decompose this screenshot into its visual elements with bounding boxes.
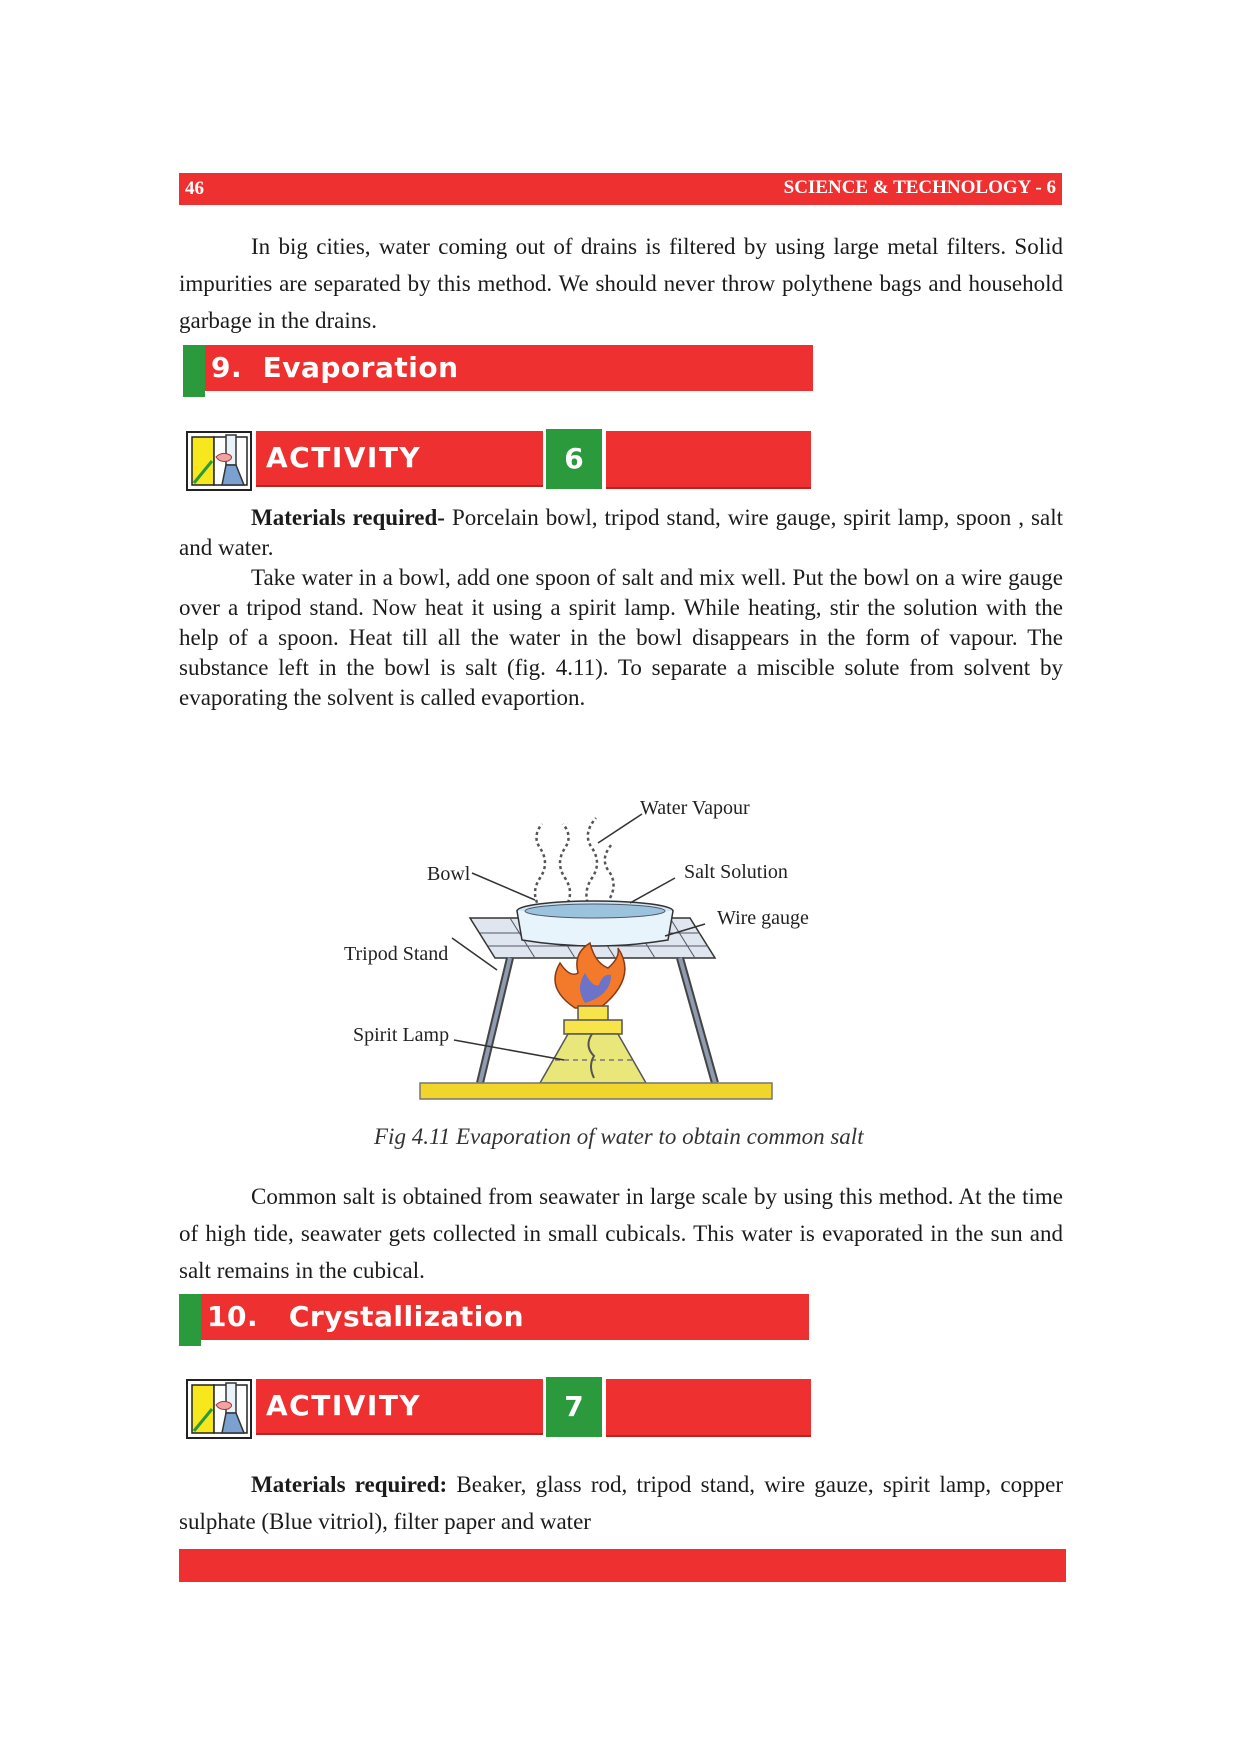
label-spirit-lamp: Spirit Lamp: [353, 1024, 450, 1046]
salt-paragraph-text: Common salt is obtained from seawater in large scale by using this method. At the time of high tide, seawater gets collected in small cubicals. This water is evaporated in the sun and salt remains in the cubical.: [179, 1184, 1063, 1283]
label-water-vapour: Water Vapour: [640, 797, 750, 819]
materials-paragraph-6: [179, 503, 1063, 563]
page-header-bar: [179, 173, 1062, 205]
page-number: 46: [185, 178, 204, 199]
section-heading-evaporation: [183, 345, 813, 391]
activity-number: 6: [546, 429, 602, 489]
section-accent: [179, 1294, 201, 1346]
activity-bar-tail: [606, 431, 811, 489]
activity-label: ACTIVITY: [256, 1379, 543, 1435]
label-tripod-stand: Tripod Stand: [344, 943, 449, 965]
section-title: 9. Evaporation: [211, 351, 459, 384]
lab-flask-icon: [186, 1379, 252, 1439]
lab-flask-icon: [186, 431, 252, 491]
figure-caption: Fig 4.11 Evaporation of water to obtain common salt: [374, 1124, 864, 1149]
salt-paragraph: [179, 1178, 1063, 1289]
intro-paragraph: [179, 228, 1063, 339]
activity-number: 7: [546, 1377, 602, 1437]
materials-text: Beaker, glass rod, tripod stand, wire gauze, spirit lamp, copper sulphate (Blue vitriol), filter paper and water: [179, 1472, 1063, 1534]
intro-paragraph-text: In big cities, water coming out of drains is filtered by using large metal filters. Solid impurities are separated by this method. We should never throw polythene bags and household garbage in the drains.: [179, 234, 1063, 333]
section-accent: [183, 345, 205, 397]
section-title: 10. Crystallization: [207, 1300, 525, 1333]
materials-paragraph-7: [179, 1466, 1063, 1540]
label-bowl: Bowl: [427, 863, 471, 885]
page-footer-bar: [179, 1549, 1066, 1582]
activity-label: ACTIVITY: [256, 431, 543, 487]
book-title: SCIENCE & TECHNOLOGY - 6: [783, 177, 1056, 198]
activity-bar-tail: [606, 1379, 811, 1437]
section-heading-crystallization: [179, 1294, 809, 1340]
activity-banner-7: [186, 1377, 811, 1437]
activity-banner-6: [186, 429, 811, 489]
materials-heading: Materials required:: [251, 1472, 448, 1497]
procedure-paragraph-6: [179, 563, 1063, 713]
procedure-text: Take water in a bowl, add one spoon of salt and mix well. Put the bowl on a wire gauge over a tripod stand. Now heat it using a spirit lamp. While heating, stir the solution with the help of a spoon. Heat till all the water in the bowl disappears in the form of vapour. The substance left in the bowl is salt (fig. 4.11). To separate a miscible solute from solvent by evaporating the solvent is called evaportion.: [179, 565, 1063, 710]
label-wire-gauge: Wire gauge: [717, 907, 809, 929]
materials-heading: Materials required-: [251, 505, 445, 530]
materials-text: Porcelain bowl, tripod stand, wire gauge, spirit lamp, spoon , salt and water.: [179, 505, 1063, 560]
evaporation-apparatus-figure: [340, 748, 840, 1120]
label-salt-solution: Salt Solution: [684, 861, 788, 883]
